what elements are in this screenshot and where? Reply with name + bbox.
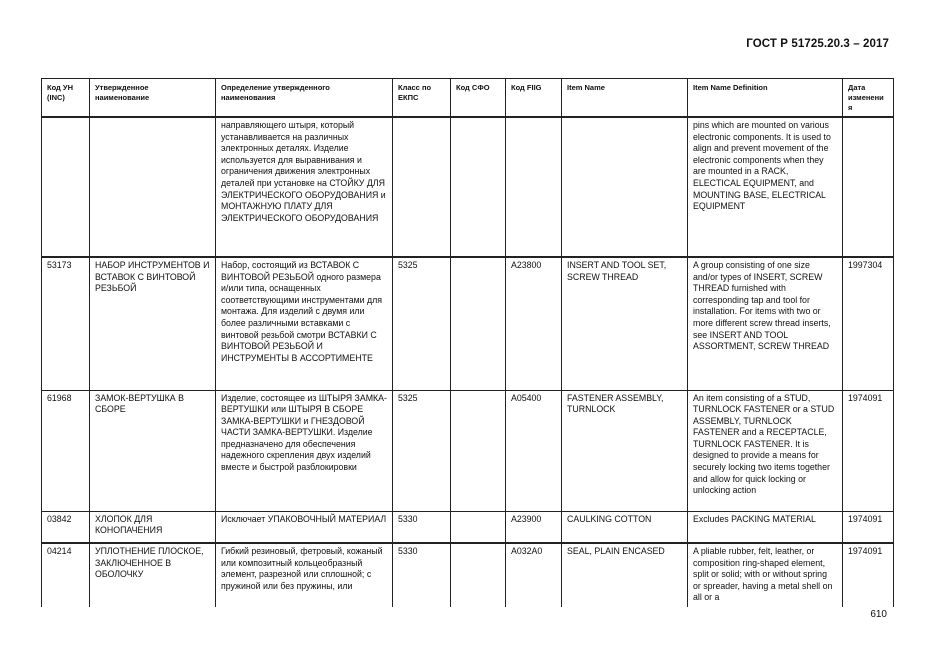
cell-inc [42,117,90,257]
cell-inc: 61968 [42,390,90,511]
cell-item-name-definition: A group consisting of one size and/or types of INSERT, SCREW THREAD furnished with corresponding tap and tool for installation. For items with two or more different screw thread inserts, see INSERT AND TOOL ASSORTMENT, SCREW THREAD [688,257,843,390]
cell-approved-name: ХЛОПОК ДЛЯ КОНОПАЧЕНИЯ [90,511,216,543]
cell-item-name: INSERT AND TOOL SET, SCREW THREAD [562,257,688,390]
cell-class: 5330 [393,511,451,543]
cell-fiig: A23800 [506,257,562,390]
cell-approved-name: ЗАМОК-ВЕРТУШКА В СБОРЕ [90,390,216,511]
cell-change-date: 1974091 [843,390,894,511]
column-header-item-name: Item Name [562,79,688,118]
nomenclature-table-container [41,78,893,607]
table-header [42,79,894,118]
cell-item-name-definition: Excludes PACKING MATERIAL [688,511,843,543]
cell-item-name-definition: A pliable rubber, felt, leather, or composition ring-shaped element, split or solid; with or without spring or spreader, having a metal shell on all or a [688,543,843,607]
cell-sfo [451,257,506,390]
column-header-fiig: Код FIIG [506,79,562,118]
cell-class [393,117,451,257]
cell-item-name: CAULKING COTTON [562,511,688,543]
cell-definition: Гибкий резиновый, фетровый, кожаный или композитный кольцеобразный элемент, разрезной или сплошной; с пружиной или без пружины, или [216,543,393,607]
cell-sfo [451,543,506,607]
cell-inc: 53173 [42,257,90,390]
cell-approved-name [90,117,216,257]
cell-approved-name: УПЛОТНЕНИЕ ПЛОСКОЕ, ЗАКЛЮЧЕННОЕ В ОБОЛОЧКУ [90,543,216,607]
column-header-class: Класс по ЕКПС [393,79,451,118]
cell-definition: Исключает УПАКОВОЧНЫЙ МАТЕРИАЛ [216,511,393,543]
cell-definition: направляющего штыря, который устанавливается на различных электронных деталях. Изделие используется для выравнивания и ограничения движения электронных деталей при установке на СТОЙКУ ДЛЯ ЭЛЕКТРИЧЕСКОГО ОБОРУДОВАНИЯ и МОНТАЖНУЮ ПЛАТУ ДЛЯ ЭЛЕКТРИЧЕСКОГО ОБОРУДОВАНИЯ [216,117,393,257]
table-row [42,117,894,257]
cell-inc: 04214 [42,543,90,607]
column-header-inc: Код УН (INC) [42,79,90,118]
cell-fiig [506,117,562,257]
cell-definition: Набор, состоящий из ВСТАВОК С ВИНТОВОЙ РЕЗЬБОЙ одного размера и/или типа, оснащенных соответствующими инструментами для монтажа. Для изделий с двумя или более различными вставками с винтовой резьбой смотри ВСТАВКИ С ВИНТОВОЙ РЕЗЬБОЙ И ИНСТРУМЕНТЫ В АССОРТИМЕНТЕ [216,257,393,390]
cell-sfo [451,390,506,511]
cell-fiig: A032A0 [506,543,562,607]
cell-item-name-definition: An item consisting of a STUD, TURNLOCK FASTENER or a STUD ASSEMBLY, TURNLOCK FASTENER and a RECEPTACLE, TURNLOCK FASTENER. It is designed to provide a means for securely locking two items together and allow for quick locking or unlocking action [688,390,843,511]
column-header-definition: Определение утвержденного наименования [216,79,393,118]
table-row [42,390,894,511]
cell-class: 5325 [393,257,451,390]
cell-sfo [451,511,506,543]
cell-class: 5330 [393,543,451,607]
column-header-change-date: Дата изменения [843,79,894,118]
column-header-item-name-definition: Item Name Definition [688,79,843,118]
cell-change-date [843,117,894,257]
cell-class: 5325 [393,390,451,511]
table-row [42,543,894,607]
cell-change-date: 1974091 [843,511,894,543]
cell-item-name: SEAL, PLAIN ENCASED [562,543,688,607]
cell-inc: 03842 [42,511,90,543]
table-header-row [42,79,894,118]
cell-change-date: 1974091 [843,543,894,607]
table-row [42,511,894,543]
cell-approved-name: НАБОР ИНСТРУМЕНТОВ И ВСТАВОК С ВИНТОВОЙ РЕЗЬБОЙ [90,257,216,390]
cell-fiig: A23900 [506,511,562,543]
cell-change-date: 1997304 [843,257,894,390]
cell-item-name [562,117,688,257]
column-header-approved-name: Утвержденное наименование [90,79,216,118]
column-header-sfo: Код СФО [451,79,506,118]
cell-definition: Изделие, состоящее из ШТЫРЯ ЗАМКА-ВЕРТУШКИ или ШТЫРЯ В СБОРЕ ЗАМКА-ВЕРТУШКИ и ГНЕЗДОВОЙ ЧАСТИ ЗАМКА-ВЕРТУШКИ. Изделие предназначено для обеспечения надежного скрепления двух изделий вместе и быстрой разблокировки [216,390,393,511]
document-standard-header: ГОСТ Р 51725.20.3 – 2017 [746,38,889,50]
cell-sfo [451,117,506,257]
table-row [42,257,894,390]
table-body [42,117,894,607]
page-number: 610 [870,609,887,620]
nomenclature-table [41,78,894,607]
cell-item-name: FASTENER ASSEMBLY, TURNLOCK [562,390,688,511]
cell-item-name-definition: pins which are mounted on various electronic components. It is used to align and prevent movement of the electronic components when they are mounted in a RACK, ELECTICAL EQUIPMENT, and MOUNTING BASE, ELECTRICAL EQUIPMENT [688,117,843,257]
cell-fiig: A05400 [506,390,562,511]
